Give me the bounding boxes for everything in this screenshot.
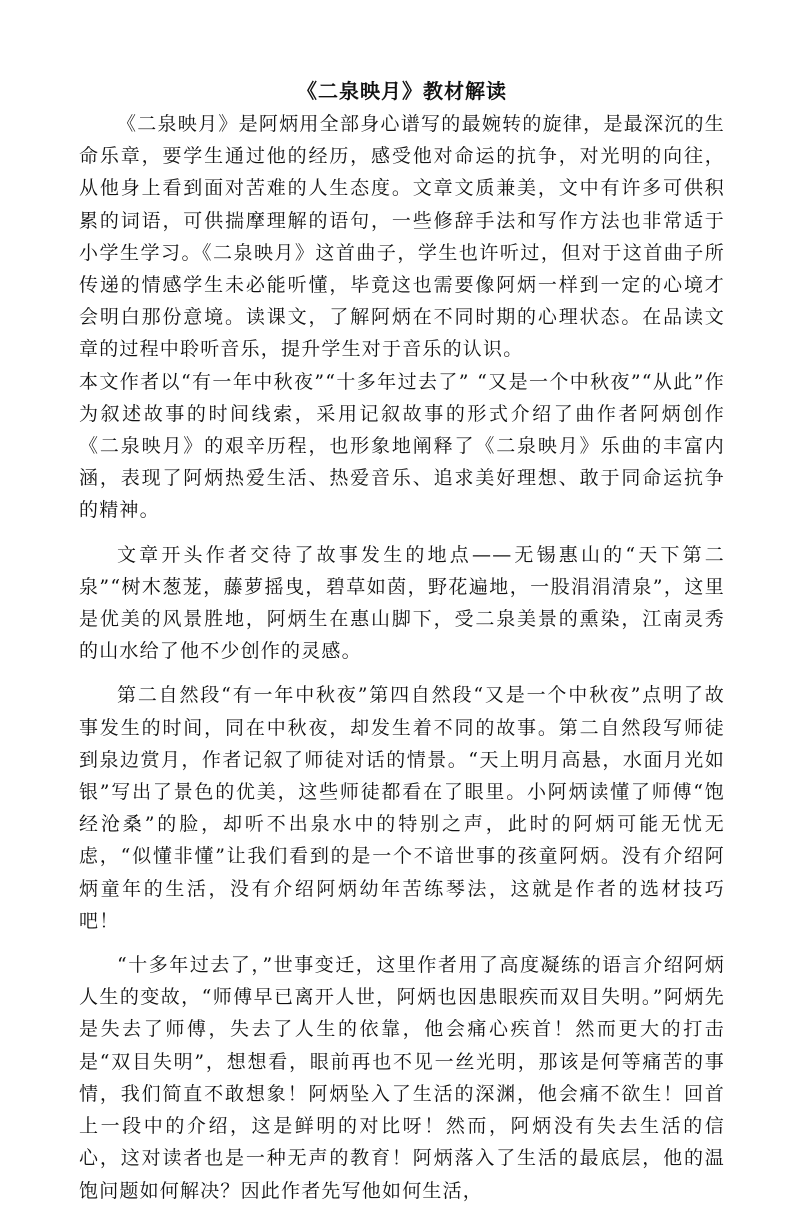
paragraph-intro: 《二泉映月》是阿炳用全部身心谱写的最婉转的旋律，是最深沉的生命乐章，要学生通过他的经历，感受他对命运的抗争，对光明的向往，从他身上看到面对苦难的人生态度。文章文质兼美，文中有许多可供积累的词语，可供揣摩理解的语句，一些修辞手法和写作方法也非常适于小学生学习。《二泉映月》这首曲子，学生也许听过，但对于这首曲子所传递的情感学生未必能听懂，毕竟这也需要像阿炳一样到一定的心境才会明白那份意境。读课文，了解阿炳在不同时期的心理状态。在品读文章的过程中聆听音乐，提升学生对于音乐的认识。 [79, 113, 725, 361]
paragraph-time-clues: 本文作者以“有一年中秋夜”“十多年过去了” “又是一个中秋夜”“从此”作为叙述故事的时间线索，采用记叙故事的形式介绍了曲作者阿炳创作《二泉映月》的艰辛历程，也形象地阐释了《二泉映月》乐曲的丰富内涵，表现了阿炳热爱生活、热爱音乐、追求美好理想、敢于同命运抗争的精神。 [79, 370, 725, 522]
paragraph-opening-setting: 文章开头作者交待了故事发生的地点——无锡惠山的“天下第二泉”“树木葱茏，藤萝摇曳，碧草如茵，野花遍地，一股涓涓清泉”，这里是优美的风景胜地，阿炳生在惠山脚下，受二泉美景的熏染，江南灵秀的山水给了他不少创作的灵感。 [79, 543, 725, 663]
document-title: 《二泉映月》教材解读 [297, 79, 507, 103]
paragraph-mid-autumn-night: 第二自然段“有一年中秋夜”第四自然段“又是一个中秋夜”点明了故事发生的时间，同在中秋夜，却发生着不同的故事。第二自然段写师徒到泉边赏月，作者记叙了师徒对话的情景。“天上明月高悬，水面月光如银”写出了景色的优美，这些师徒都看在了眼里。小阿炳读懂了师傅“饱经沧桑”的脸，却听不出泉水中的特别之声，此时的阿炳可能无忧无虑，“似懂非懂”让我们看到的是一个不谙世事的孩童阿炳。没有介绍阿炳童年的生活，没有介绍阿炳幼年苦练琴法，这就是作者的选材技巧吧！ [79, 684, 725, 932]
paragraph-ten-years-later: “十多年过去了，”世事变迁，这里作者用了高度凝练的语言介绍阿炳人生的变故，“师傅早已离开人世，阿炳也因患眼疾而双目失明。”阿炳先是失去了师傅，失去了人生的依靠，他会痛心疾首！然而更大的打击是“双目失明”，想想看，眼前再也不见一丝光明，那该是何等痛苦的事情，我们简直不敢想象！阿炳坠入了生活的深渊，他会痛不欲生！回首上一段中的介绍，这是鲜明的对比呀！然而，阿炳没有失去生活的信心，这对读者也是一种无声的教育！阿炳落入了生活的最底层，他的温饱问题如何解决？因此作者先写他如何生活， [79, 954, 725, 1202]
document-page [79, 74, 725, 1207]
